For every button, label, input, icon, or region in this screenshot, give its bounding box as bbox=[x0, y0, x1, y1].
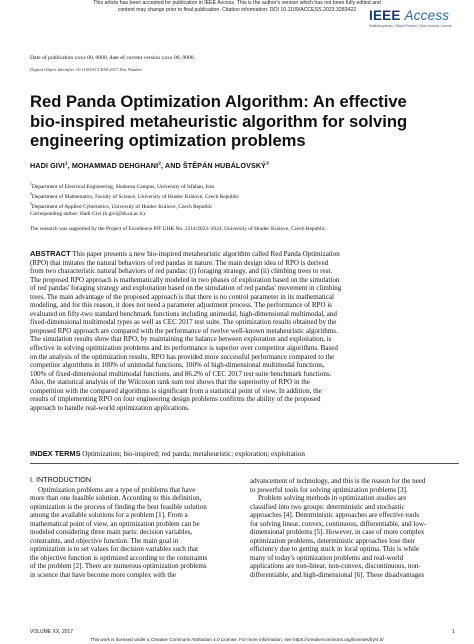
section-divider bbox=[30, 463, 459, 464]
body-line: mathematical point of view, an optimization problem can be bbox=[30, 519, 200, 528]
author-name: HADI GIVI bbox=[30, 161, 65, 170]
ieee-access-logo bbox=[369, 9, 465, 29]
index-terms-text: Optimization; bio-inspired; red panda; metaheuristic; exploration; exploitation bbox=[82, 450, 305, 458]
doi-line: Digital Object Identifier 10.1109/ACCESS.2017.Doi Number bbox=[30, 67, 143, 72]
abstract-line: 100% of fixed-dimensional multimodal functions, and 86.2% of CEC 2017 test suite benchmark functions. bbox=[30, 369, 332, 378]
body-line: Problem solving methods in optimization studies are bbox=[258, 494, 407, 503]
affiliation-sup: 2 bbox=[30, 191, 32, 196]
license-notice: This work is licensed under a Creative Commons Attribution 4.0 License. For more information, see https://creativecommons.org/licenses/by/4.0/ bbox=[90, 637, 384, 642]
body-line: the objective function is optimized according to the constraints bbox=[30, 553, 208, 562]
logo-brand: IEEE bbox=[369, 8, 401, 23]
author-list bbox=[30, 161, 269, 170]
affiliations bbox=[30, 181, 460, 211]
logo-wordmark bbox=[369, 9, 465, 23]
funding-note: The research was supported by the Project of Excellence PřF UHK No. 2214/2023–2024, University of Hradec Kralove, Czech Republic. bbox=[30, 226, 327, 232]
abstract-line: The simulation results show that RPO, by maintaining the balance between exploration and exploitation, is bbox=[30, 335, 332, 344]
abstract-line: of red pandas' foraging strategy and exploitation based on the simulation of red pandas' movement in climbing bbox=[30, 284, 342, 293]
affiliation-text: Department of Applied Cybernetics, University of Hradec Králové, Czech Republic bbox=[31, 203, 213, 210]
body-line: more than one feasible solution. According to this definition, bbox=[30, 494, 202, 503]
body-line: Optimization problems are a type of problems that have bbox=[38, 485, 196, 494]
author-name: MOHAMMAD DEHGHANI bbox=[71, 161, 159, 170]
abstract-line: proposed RPO approach are compared with the performance of twelve well-known metaheuristic algorithms. bbox=[30, 326, 338, 335]
author-sup: 1 bbox=[64, 161, 68, 167]
abstract-line: ABSTRACT This paper presents a new bio-inspired metaheuristic algorithm called Red Panda Optimization bbox=[30, 249, 340, 258]
notice-line-2: content may change prior to final publication. Citation information: DOI 10.1109/ACCESS.2023.3283422 bbox=[117, 7, 357, 14]
author-sup: 2 bbox=[158, 161, 161, 167]
author-name: ŠTĚPÁN HUBÁLOVSKÝ bbox=[182, 161, 267, 170]
body-line: efficiency due to getting stuck in local optima. This is while bbox=[250, 545, 420, 554]
body-line: classified into two groups: deterministic and stochastic bbox=[250, 502, 405, 511]
body-line: applications are non-linear, non-convex, discontinuous, non- bbox=[250, 562, 421, 571]
abstract-line: from two characteristic natural behaviors of red pandas: (i) foraging strategy, and (ii) climbing trees to rest. bbox=[30, 267, 333, 276]
body-line: to powerful tools for solving optimization problems [3]. bbox=[250, 485, 408, 494]
page-number: 1 bbox=[452, 629, 455, 635]
body-line: in science that have become more complex with the bbox=[30, 571, 176, 580]
affiliation bbox=[30, 201, 460, 211]
abstract-line: trees. The main advantage of the proposed approach is that there is no control parameter in its mathematical bbox=[30, 292, 334, 301]
right-column bbox=[250, 477, 459, 580]
index-terms bbox=[30, 449, 459, 459]
abstract-line: Also, the statistical analysis of the Wilcoxon rank sum test shows that the superiority of RPO in the bbox=[30, 378, 310, 387]
left-column bbox=[30, 476, 239, 580]
abstract-line: competition with the compared algorithms is significant from a statistical point of view. In addition, the bbox=[30, 386, 322, 395]
abstract-line: effective in solving optimization problems and its performance is superior over competitor algorithms. Based bbox=[30, 344, 338, 353]
affiliation bbox=[30, 181, 460, 191]
logo-tagline: Multidisciplinary | Rapid Review | Open Access Journal bbox=[369, 24, 452, 28]
body-line: differentiable, and high-dimensional [6]. These disadvantages bbox=[250, 571, 425, 580]
author-separator: , bbox=[67, 161, 72, 170]
index-terms-label: INDEX TERMS bbox=[30, 449, 81, 458]
intro-heading: I. INTRODUCTION bbox=[30, 475, 92, 484]
abstract-line: evaluated on fifty-two standard benchmark functions including unimodal, high-dimensional multimodal, and bbox=[30, 309, 337, 318]
abstract-label: ABSTRACT bbox=[30, 249, 71, 258]
abstract-line: on the analysis of the optimization results, RPO has provided more successful performance compared to the bbox=[30, 352, 335, 361]
abstract-line: competitor algorithms in 100% of unimodal functions, 100% of high-dimensional multimodal functions, bbox=[30, 361, 325, 370]
abstract-line: (RPO) that imitates the natural behaviors of red pandas in nature. The main design idea of RPO is derived bbox=[30, 258, 329, 267]
abstract-line: results of implementing RPO on four engineering design problems confirms the ability of the proposed bbox=[30, 395, 321, 404]
title-line: Red Panda Optimization Algorithm: An effective bbox=[30, 92, 407, 111]
body-line: optimization is to set values for decision variables such that bbox=[30, 545, 199, 554]
body-line: optimization is the process of finding the best feasible solution bbox=[30, 502, 207, 511]
body-line: of the problem [2]. There are numerous optimization problems bbox=[30, 562, 207, 571]
body-line: advancement of technology, and this is the reason for the need bbox=[250, 477, 426, 485]
body-line: constraints, and objective function. The main goal in bbox=[30, 536, 179, 545]
title-line: bio-inspired metaheuristic algorithm for solving bbox=[30, 111, 408, 131]
abstract-line: The proposed RPO approach is mathematically modeled in two phases of exploration based on the simulation bbox=[30, 275, 340, 284]
body-line: modeled considering three main parts: decision variables, bbox=[30, 528, 193, 537]
author-sup: 3 bbox=[266, 161, 269, 167]
body-line: many of today's optimization problems and real-world bbox=[250, 553, 404, 562]
body-line: approaches [4]. Deterministic approaches are effective tools bbox=[250, 511, 420, 520]
publication-date: Date of publication xxxx 00, 0000, date of current version xxxx 00, 0000. bbox=[30, 55, 195, 61]
paper-title bbox=[30, 92, 460, 151]
abstract-line: modeling, and for this reason, it does not need a parameter adjustment process. The performance of RPO is bbox=[30, 301, 333, 310]
affiliation bbox=[30, 191, 460, 201]
volume-label: VOLUME XX, 2017 bbox=[30, 629, 74, 635]
affiliation-sup: 1 bbox=[30, 182, 32, 186]
affiliation-sup: 3 bbox=[30, 201, 32, 206]
body-line: among the available solutions for a problem [1]. From a bbox=[30, 511, 188, 520]
affiliation-text: Department of Mathematics, Faculty of Science, University of Hradec Králové, Czech Republic bbox=[31, 193, 240, 200]
corresponding-author: Corresponding author: Hadi Givi (h.givi@sh.ui.ac.ir). bbox=[30, 211, 147, 217]
title-line: engineering optimization problems bbox=[30, 131, 306, 150]
abstract bbox=[30, 250, 459, 412]
abstract-line: fixed-dimensional multimodal types as well as CEC 2017 test suite. The optimization results obtained by the bbox=[30, 318, 337, 327]
notice-line-1: This article has been accepted for publication in IEEE Access. This is the author's version which has not been fully edited and bbox=[93, 0, 381, 6]
abstract-line: approach to handle real-world optimization applications. bbox=[30, 403, 190, 412]
affiliation-text: Department of Electrical Engineering, Shahreza Campus, University of Isfahan, Iran bbox=[31, 183, 215, 190]
body-line: optimization problems, deterministic approaches lose their bbox=[250, 536, 416, 545]
body-line: for solving linear, convex, continuous, differentiable, and low- bbox=[250, 519, 427, 528]
logo-word: Access bbox=[404, 8, 450, 23]
author-and: , AND bbox=[160, 161, 183, 170]
body-line: dimensional problems [5]. However, in case of more complex bbox=[250, 528, 425, 537]
